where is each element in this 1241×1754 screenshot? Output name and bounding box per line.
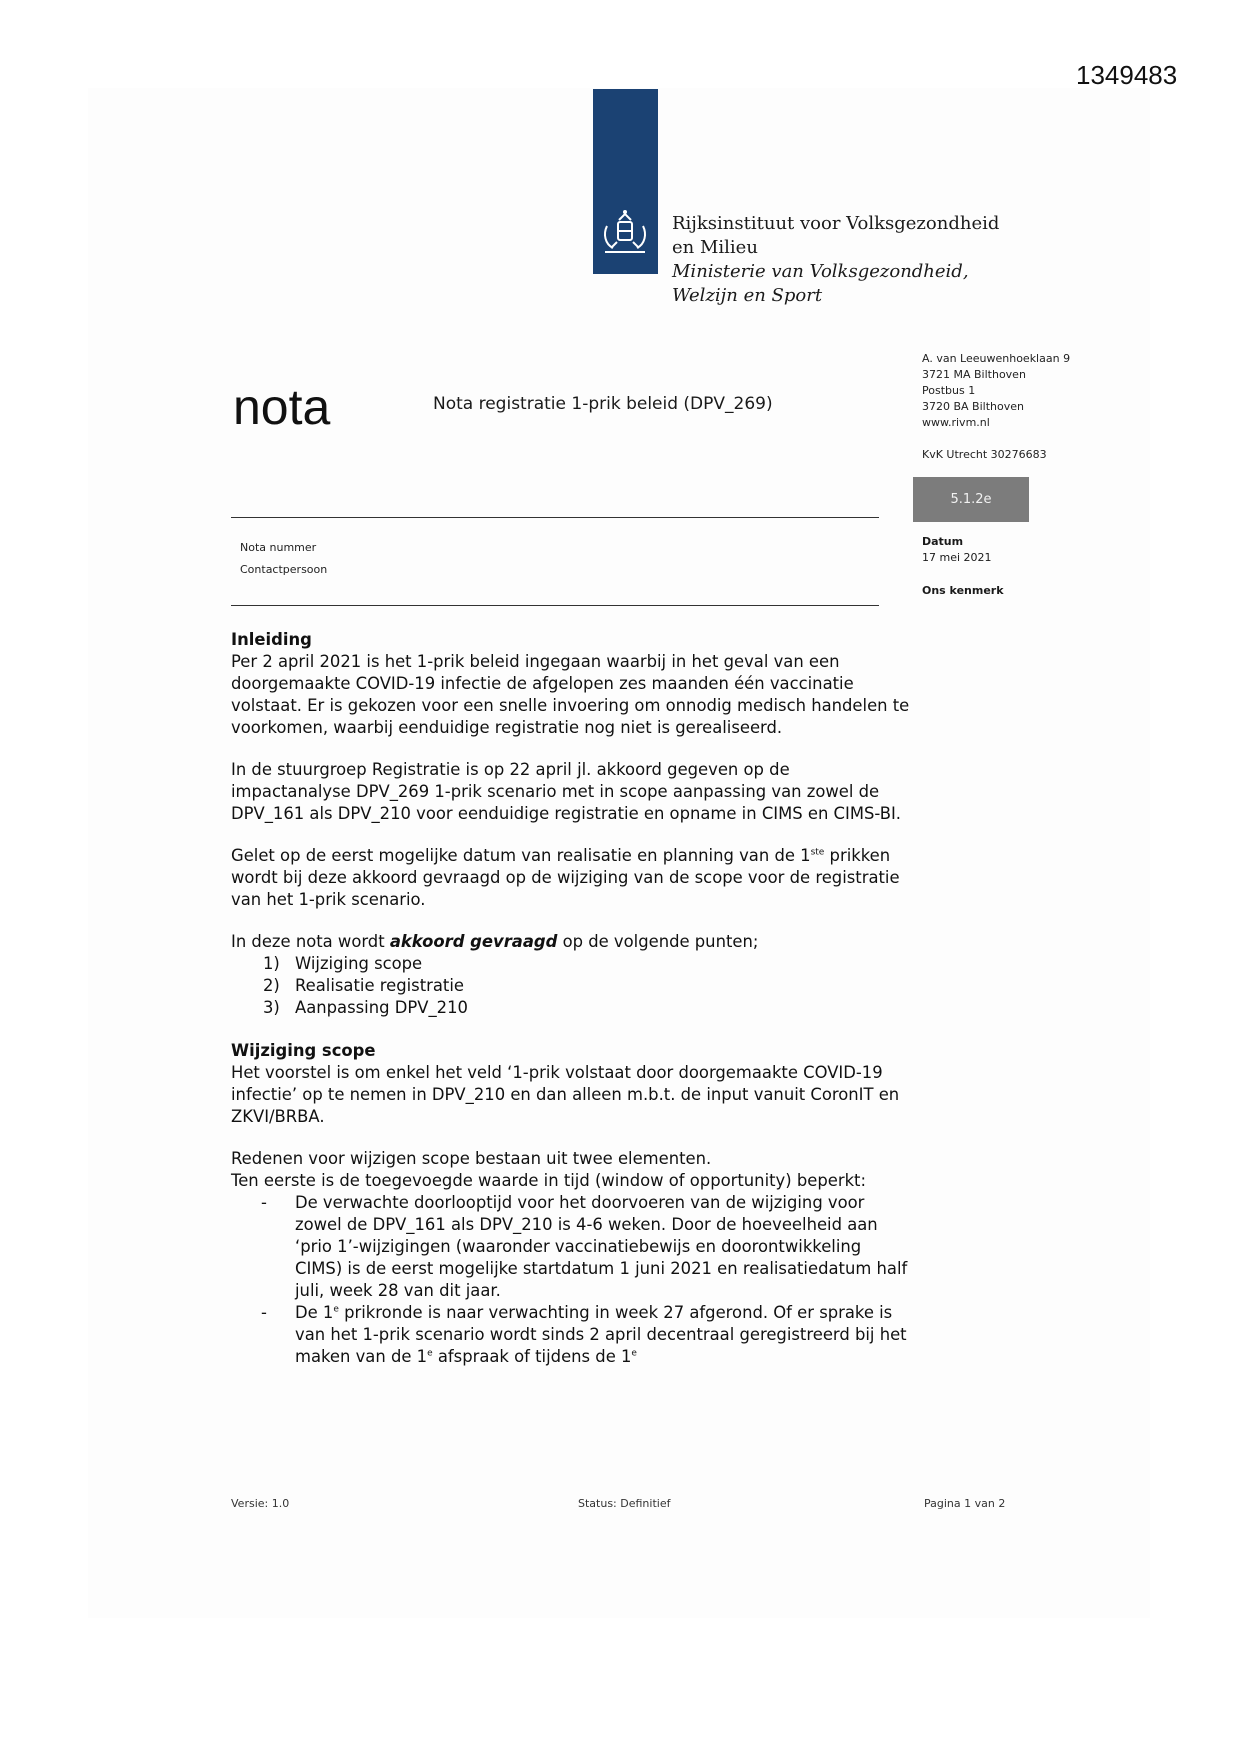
- superscript: ste: [810, 847, 825, 858]
- org-line-4: Welzijn en Sport: [672, 285, 823, 306]
- paragraph: Ten eerste is de toegevoegde waarde in tijd (window of opportunity) beperkt:: [231, 1171, 867, 1190]
- address-block: [922, 351, 1070, 431]
- list-item: 1) Wijziging scope: [263, 954, 423, 973]
- nota-number-label: Nota nummer: [240, 541, 317, 554]
- paragraph: In de stuurgroep Registratie is op 22 april jl. akkoord gegeven op de impactanalyse DPV_269 1-prik scenario met in scope aanpassing van zowel de DPV_161 als DPV_210 voor eenduidige registratie en opname in CIMS en CIMS-BI.: [231, 760, 901, 823]
- paragraph: Per 2 april 2021 is het 1-prik beleid ingegaan waarbij in het geval van een doorgemaakte COVID-19 infectie de afgelopen zes maanden één vaccinatie volstaat. Er is gekozen voor een snelle invoering om onnodig medisch handelen te voorkomen, waarbij eenduidige registratie nog niet is gerealiseerd.: [231, 652, 910, 737]
- list-item: 3) Aanpassing DPV_210: [263, 998, 468, 1017]
- coat-of-arms-icon: [597, 206, 653, 262]
- footer-status: Status: Definitief: [578, 1497, 671, 1510]
- organisation-name: [672, 212, 999, 308]
- kvk-number: KvK Utrecht 30276683: [922, 448, 1047, 461]
- list-item: 2) Realisatie registratie: [263, 976, 464, 995]
- document-body: [231, 629, 911, 1368]
- org-line-2: en Milieu: [672, 237, 758, 258]
- list-item: - De verwachte doorlooptijd voor het doorvoeren van de wijziging voor zowel de DPV_161 als DPV_210 is 4-6 weken. Door de hoeveelheid aan ‘prio 1’-wijzigingen (waaronder vaccinatiebewijs en doorontwikkeling CIMS) is de eerst mogelijke startdatum 1 juni 2021 en realisatiedatum half juli, week 28 van dit jaar.: [261, 1193, 908, 1300]
- address-line: A. van Leeuwenhoeklaan 9: [922, 352, 1071, 365]
- document-title: Nota registratie 1-prik beleid (DPV_269): [433, 394, 773, 414]
- address-line: www.rivm.nl: [922, 416, 990, 429]
- reference-label: Ons kenmerk: [922, 584, 1004, 597]
- divider-bottom: [231, 605, 879, 606]
- list-item: - De 1e prikronde is naar verwachting in week 27 afgerond. Of er sprake is van het 1-prik scenario wordt sinds 2 april decentraal geregistreerd bij het maken van de 1e afspraak of tijdens de 1e: [261, 1303, 907, 1366]
- footer-page: Pagina 1 van 2: [924, 1497, 1006, 1510]
- address-line: Postbus 1: [922, 384, 976, 397]
- paragraph: Redenen voor wijzigen scope bestaan uit twee elementen.: [231, 1149, 712, 1168]
- bullet-list: [231, 1192, 911, 1368]
- emphasis: akkoord gevraagd: [389, 932, 558, 951]
- date-label: Datum: [922, 535, 964, 548]
- section-heading: Inleiding: [231, 630, 312, 649]
- paragraph: Gelet op de eerst mogelijke datum van realisatie en planning van de 1ste prikken wordt bij deze akkoord gevraagd op de wijziging van de scope voor de registratie van het 1-prik scenario.: [231, 846, 900, 909]
- footer-version: Versie: 1.0: [231, 1497, 290, 1510]
- date-value: 17 mei 2021: [922, 551, 992, 564]
- org-line-3: Ministerie van Volksgezondheid,: [672, 261, 969, 282]
- address-line: 3720 BA Bilthoven: [922, 400, 1024, 413]
- document-type: nota: [233, 379, 331, 435]
- contact-person-label: Contactpersoon: [240, 563, 328, 576]
- address-line: 3721 MA Bilthoven: [922, 368, 1026, 381]
- section-heading: Wijziging scope: [231, 1041, 376, 1060]
- document-number: 1349483: [1076, 60, 1178, 90]
- divider-top: [231, 517, 879, 518]
- paragraph: In deze nota wordt akkoord gevraagd op de volgende punten;: [231, 932, 759, 951]
- paragraph: Het voorstel is om enkel het veld ‘1-prik volstaat door doorgemaakte COVID-19 infectie’ op te nemen in DPV_210 en dan alleen m.b.t. de input vanuit CoronIT en ZKVI/BRBA.: [231, 1063, 900, 1126]
- numbered-list: [231, 953, 911, 1019]
- redaction-box: 5.1.2e: [913, 477, 1029, 522]
- org-line-1: Rijksinstituut voor Volksgezondheid: [672, 213, 1000, 234]
